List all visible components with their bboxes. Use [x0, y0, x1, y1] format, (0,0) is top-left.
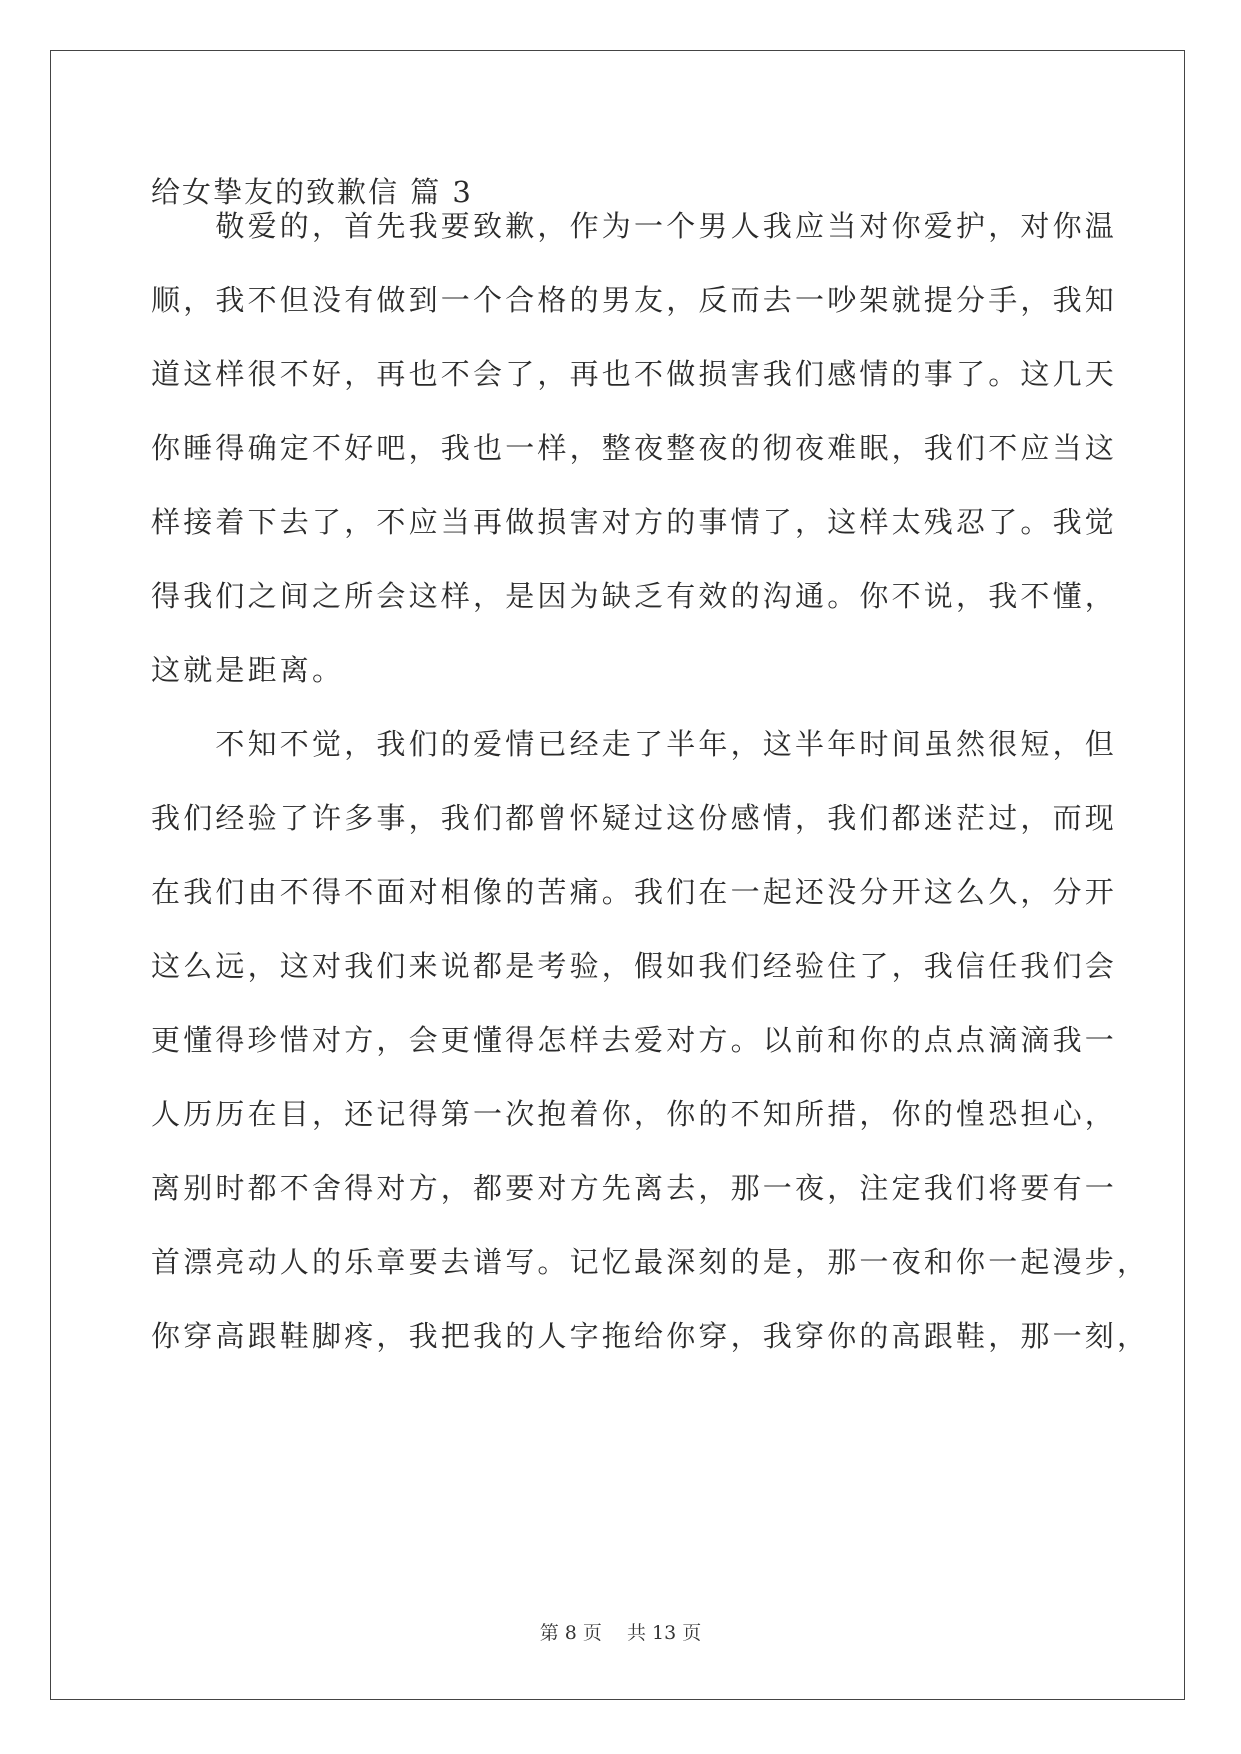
paragraph-line: 得我们之间之所会这样，是因为缺乏有效的沟通。你不说，我不懂，: [151, 579, 1118, 613]
paragraph-line: 在我们由不得不面对相像的苦痛。我们在一起还没分开这么久，分开: [151, 875, 1118, 909]
paragraph-line: 你穿高跟鞋脚疼，我把我的人字拖给你穿，我穿你的高跟鞋，那一刻，: [151, 1319, 1150, 1353]
document-title: 给女挚友的致歉信 篇 3: [151, 175, 473, 209]
paragraph-line: 敬爱的，首先我要致歉，作为一个男人我应当对你爱护，对你温: [151, 209, 1118, 243]
paragraph-line: 首漂亮动人的乐章要去谱写。记忆最深刻的是，那一夜和你一起漫步，: [151, 1245, 1150, 1279]
paragraph-line: 人历历在目，还记得第一次抱着你，你的不知所措，你的惶恐担心，: [151, 1097, 1118, 1131]
paragraph-line: 你睡得确定不好吧，我也一样，整夜整夜的彻夜难眠，我们不应当这: [151, 431, 1118, 465]
paragraph-line: 离别时都不舍得对方，都要对方先离去，那一夜，注定我们将要有一: [151, 1171, 1118, 1205]
paragraph-line: 不知不觉，我们的爱情已经走了半年，这半年时间虽然很短，但: [151, 727, 1118, 761]
paragraph-line: 更懂得珍惜对方，会更懂得怎样去爱对方。以前和你的点点滴滴我一: [151, 1023, 1118, 1057]
paragraph-line: 样接着下去了，不应当再做损害对方的事情了，这样太残忍了。我觉: [151, 505, 1118, 539]
paragraph-line: 道这样很不好，再也不会了，再也不做损害我们感情的事了。这几天: [151, 357, 1118, 391]
paragraph-line: 这就是距离。: [151, 653, 345, 687]
page-number-footer: 第 8 页 共 13 页: [539, 1622, 702, 1644]
paragraph-line: 这么远，这对我们来说都是考验，假如我们经验住了，我信任我们会: [151, 949, 1118, 983]
paragraph-line: 我们经验了许多事，我们都曾怀疑过这份感情，我们都迷茫过，而现: [151, 801, 1118, 835]
paragraph-line: 顺，我不但没有做到一个合格的男友，反而去一吵架就提分手，我知: [151, 283, 1118, 317]
